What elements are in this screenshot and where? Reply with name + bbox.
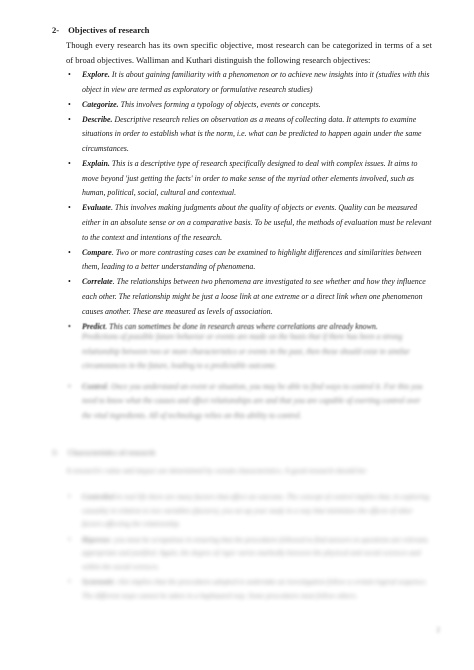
item-desc: It is about gaining familiarity with a phenomenon or to achieve new insights into it (studies with this object in view are termed as exploratory or formulative research studies) [82, 70, 430, 94]
item-desc: : this implies that the procedures adopted to undertake an investigation follow a certain logical sequence. The different steps cannot be taken in a haphazard way. Some procedures must follow others. [82, 577, 428, 600]
list-item [66, 68, 432, 97]
bullet-icon: • [68, 99, 71, 109]
bullet-icon: • [68, 577, 71, 586]
page-number: 2 [436, 626, 440, 634]
blurred-continuation [66, 330, 432, 424]
item-desc: in real life there are many factors that affect an outcome. The concept of control implies that, in exploring causality in relation to two variables (factors), you set up your study in a way that minimizes the effects of other factors affecting the relationship. [82, 492, 430, 528]
characteristics-list [66, 490, 432, 604]
item-term: Controlled [82, 492, 115, 501]
bullet-icon: • [68, 492, 71, 501]
item-desc: This is a descriptive type of research specifically designed to deal with complex issues. It aims to move beyond 'just getting the facts' in order to make sense of the myriad other elements involved, such as human, political, social, cultural and contextual. [82, 159, 418, 198]
list-item [66, 246, 432, 275]
bullet-icon: • [68, 277, 71, 287]
item-desc: Descriptive research relies on observation as a means of collecting data. It attempts to examine situations in order to establish what is the norm, i.e. what can be predicted to happen again under the same circumstances. [82, 114, 422, 153]
bullet-icon: • [68, 247, 71, 257]
list-item [66, 380, 432, 424]
item-term: Categorize. [82, 99, 119, 109]
item-desc: : you must be scrupulous in ensuring that the procedures followed to find answers to questions are relevant, appropriate and justified. Again, the degree of rigor varies markedly between the physical and social sciences and within the social sciences. [82, 534, 429, 571]
item-term: Evaluate [82, 203, 111, 213]
item-term: Rigorous [82, 534, 110, 544]
section-intro: A research's value and impact are determined by certain characteristics. A good research should be: [66, 466, 367, 475]
bullet-icon: • [68, 203, 71, 213]
list-item [66, 533, 432, 574]
bullet-icon: • [68, 159, 71, 169]
item-term: Explain. [82, 159, 110, 169]
item-term: Control [82, 381, 107, 391]
section-heading [52, 25, 149, 35]
item-desc: Predictions of possible future behavior or events are made on the basis that if there has been a strong relationship between two or more characteristics or events in the past, then these should exist in similar circumstances in the future, leading to a predictable outcome. [82, 332, 410, 371]
item-term: Describe. [82, 114, 113, 124]
item-desc: This involves forming a typology of objects, events or concepts. [118, 99, 321, 109]
list-item [66, 490, 432, 531]
item-term: Explore. [82, 70, 110, 79]
item-term: Systematic [82, 577, 115, 586]
bullet-icon: • [68, 321, 71, 331]
list-item [66, 98, 432, 113]
item-term: Correlate [82, 277, 113, 287]
section-title: Characteristics of research [67, 448, 155, 457]
list-item [66, 575, 432, 602]
bullet-icon: • [68, 534, 71, 544]
bullet-icon: • [68, 381, 71, 391]
list-item [66, 275, 432, 319]
item-term: Predict [82, 321, 106, 331]
item-desc: . Once you understand an event or situation, you may be able to find ways to control it. For this you need to know what the causes and effect relationships are and that you are capable of exerting control over the vital ingredients. All of technology relies on this ability to control. [82, 381, 423, 420]
item-term: Compare [82, 247, 112, 257]
section-heading [52, 448, 155, 457]
list-item [66, 330, 432, 374]
item-desc: . This can sometimes be done in research areas where correlations are already known. [105, 321, 378, 331]
section-title: Objectives of research [68, 25, 150, 35]
section-number: 2- [52, 25, 60, 35]
item-desc: . This involves making judgments about the quality of objects or events. Quality can be measured either in an absolute sense or on a comparative basis. To be useful, the methods of evaluation must be relevant to the context and intentions of the research. [82, 203, 432, 242]
bullet-icon: • [68, 114, 71, 124]
item-desc: . Two or more contrasting cases can be examined to highlight differences and similarities between them, leading to a better understanding of phenomena. [82, 247, 422, 272]
objectives-list [66, 68, 432, 335]
list-item [66, 113, 432, 157]
list-item [66, 157, 432, 201]
section-number: 3- [52, 448, 59, 457]
list-item [66, 201, 432, 245]
bullet-icon: • [68, 70, 71, 79]
section-intro: Though every research has its own specific objective, most research can be categorized in terms of a set of broad objectives. Walliman and Kuthari distinguish the following research objectives: [66, 40, 432, 65]
item-desc: . The relationships between two phenomena are investigated to see whether and how they influence each other. The relationship might be just a loose link at one extreme or a direct link when one phenomenon causes another. These are measured as levels of association. [82, 277, 426, 316]
